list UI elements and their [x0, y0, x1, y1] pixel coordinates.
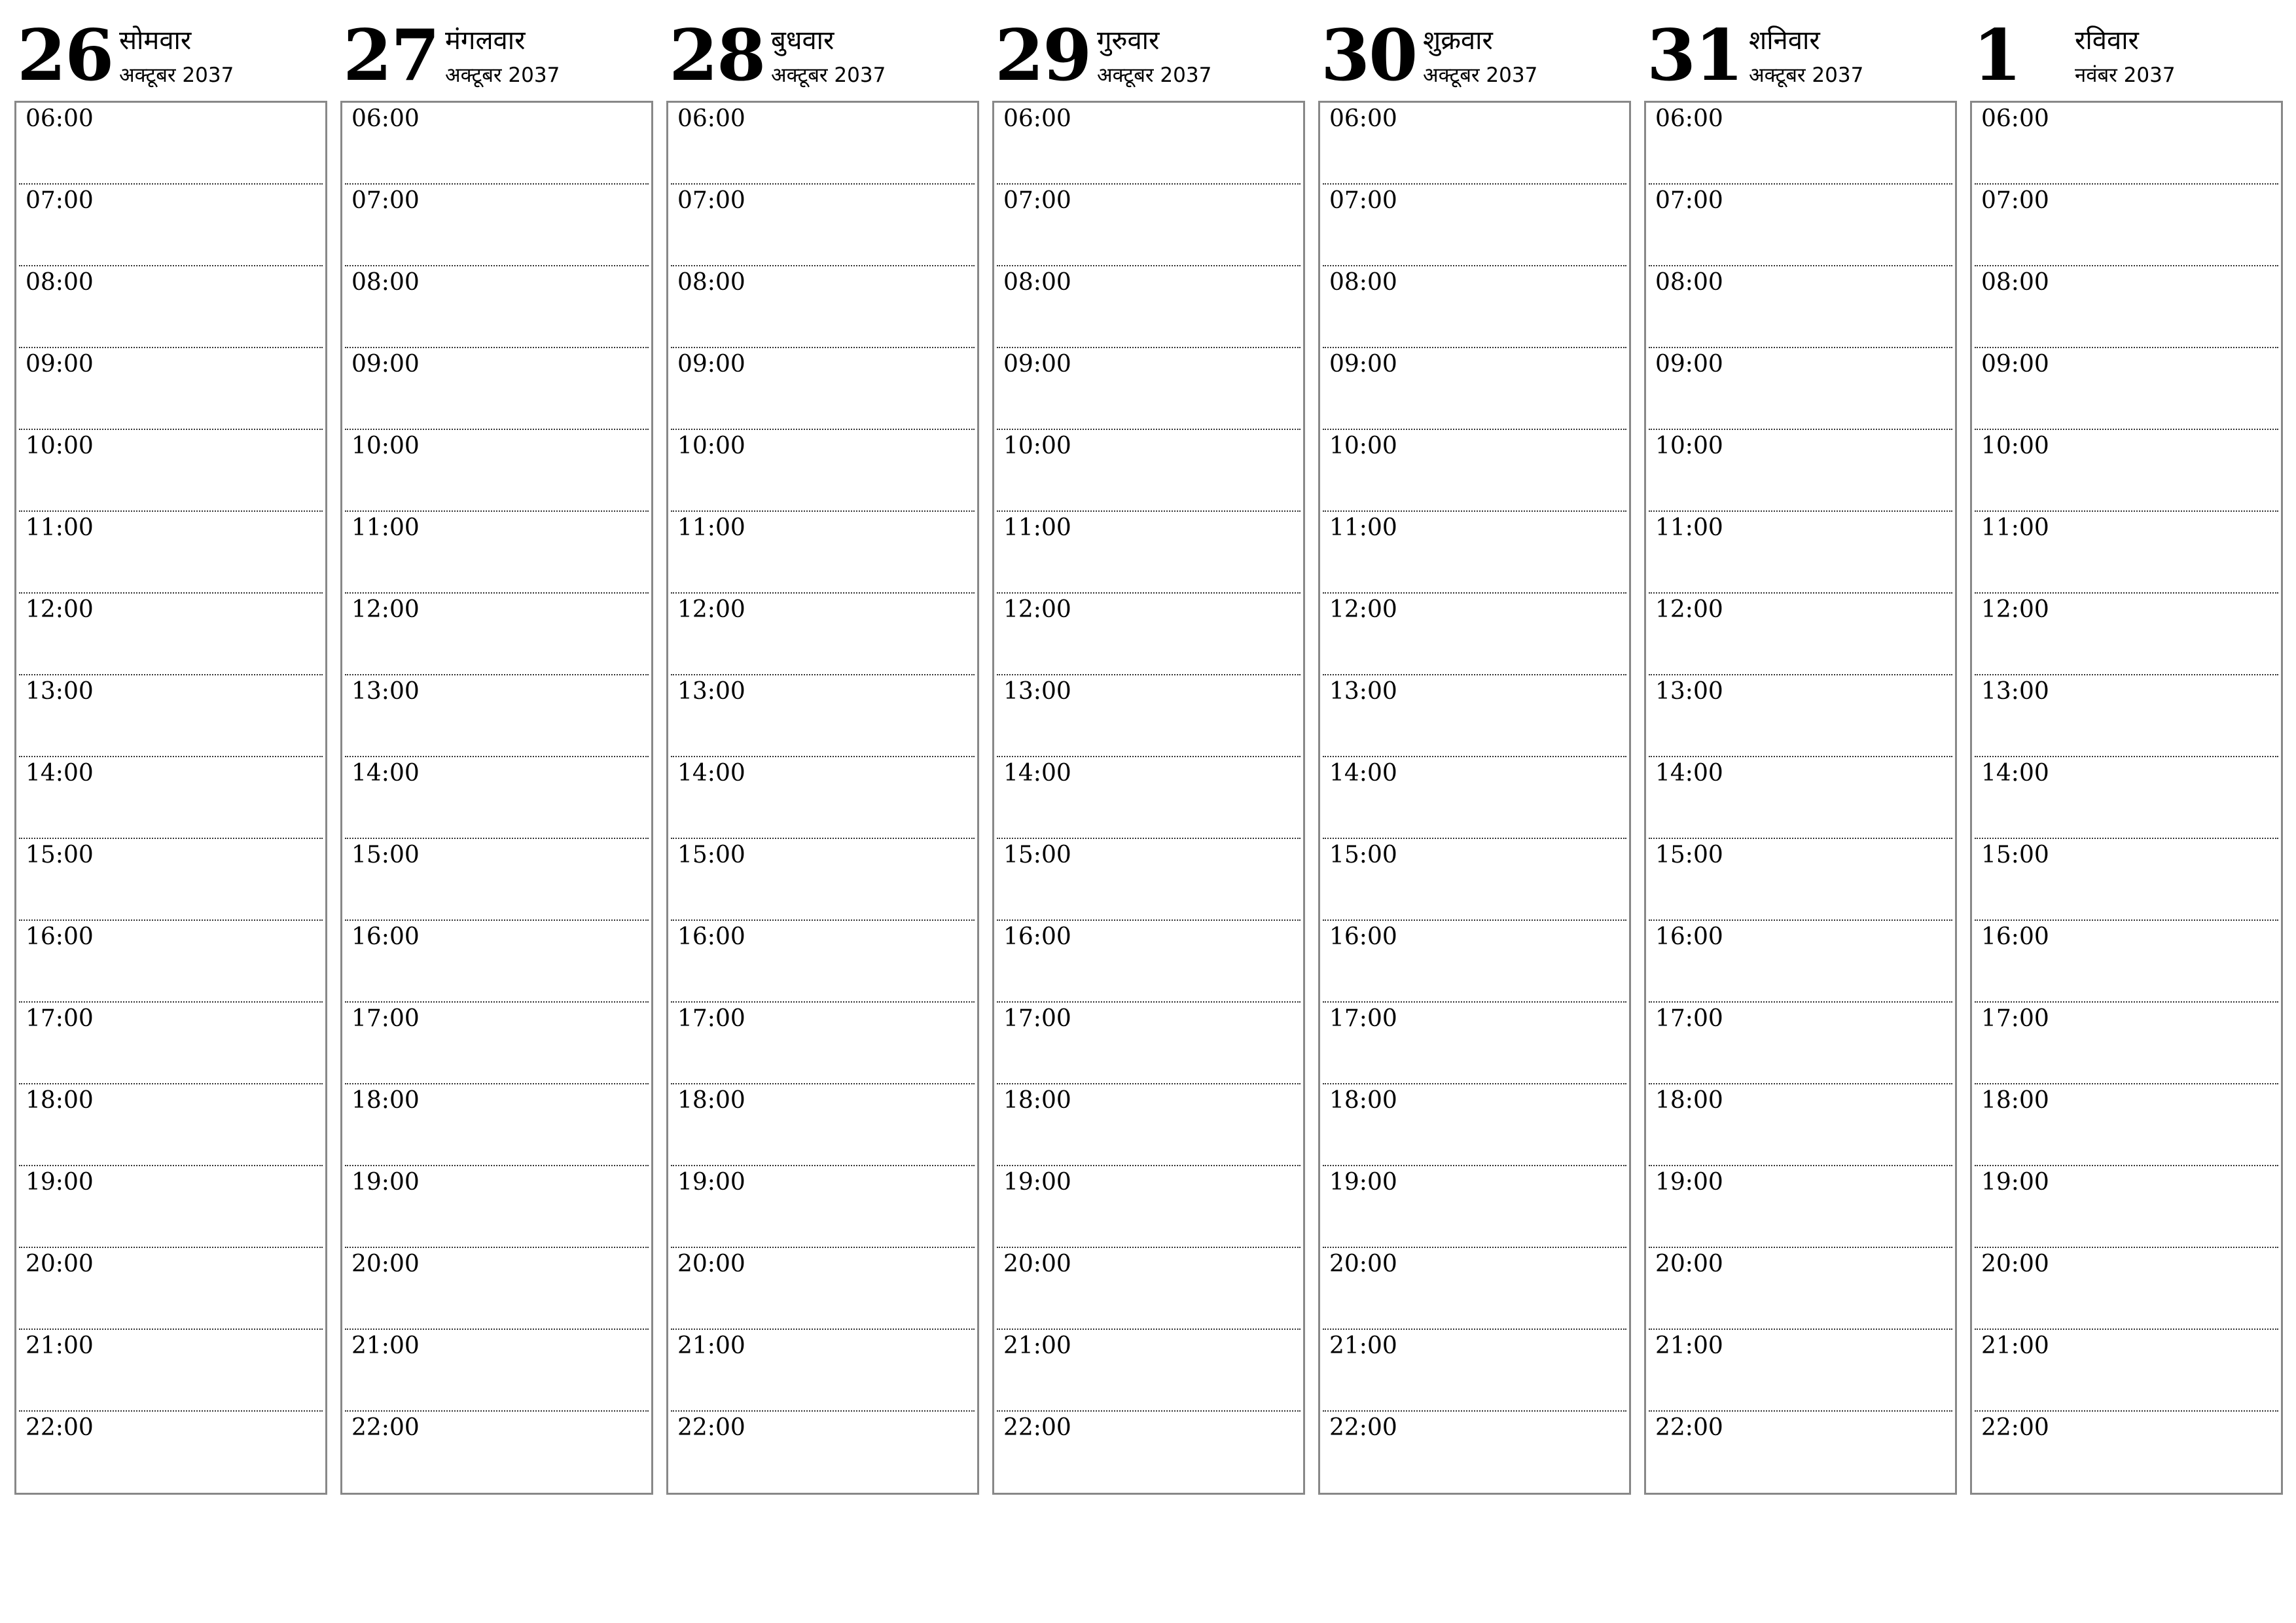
weekday-name: गुरुवार — [1097, 26, 1160, 56]
time-slot[interactable] — [1649, 266, 1952, 348]
time-slot-label: 14:00 — [1981, 760, 2049, 787]
time-slot[interactable] — [1975, 103, 2278, 185]
time-slot[interactable] — [997, 1003, 1300, 1084]
time-slot[interactable] — [1323, 675, 1626, 757]
time-slot-label: 18:00 — [1981, 1087, 2049, 1114]
time-slot-label: 16:00 — [1981, 923, 2049, 950]
day-header — [1970, 0, 2283, 101]
time-slot-label: 19:00 — [26, 1169, 94, 1196]
day-column — [1970, 0, 2283, 1499]
time-slot[interactable] — [997, 675, 1300, 757]
time-slot[interactable] — [345, 1248, 649, 1330]
time-slot-label: 19:00 — [1329, 1169, 1397, 1196]
time-slot-label: 13:00 — [1655, 678, 1723, 705]
time-slot[interactable] — [997, 103, 1300, 185]
time-slot-label: 17:00 — [1655, 1005, 1723, 1032]
time-slot[interactable] — [997, 1166, 1300, 1248]
time-slot[interactable] — [1649, 1330, 1952, 1412]
time-slot-label: 17:00 — [1003, 1005, 1071, 1032]
time-slot[interactable] — [1323, 1330, 1626, 1412]
time-slot[interactable] — [1975, 512, 2278, 594]
time-slot[interactable] — [19, 103, 323, 185]
time-slot[interactable] — [1975, 1166, 2278, 1248]
time-slot-label: 18:00 — [351, 1087, 420, 1114]
time-slot[interactable] — [671, 757, 975, 839]
time-slot[interactable] — [1323, 1166, 1626, 1248]
time-slot-label: 08:00 — [26, 269, 94, 296]
time-slot[interactable] — [345, 757, 649, 839]
day-header — [340, 0, 653, 101]
time-slot-label: 14:00 — [1003, 760, 1071, 787]
time-slot-label: 11:00 — [1981, 514, 2049, 541]
time-slot-label: 22:00 — [1655, 1414, 1723, 1441]
time-slot-label: 11:00 — [677, 514, 745, 541]
time-slot[interactable] — [345, 348, 649, 430]
time-slot-label: 09:00 — [1329, 351, 1397, 378]
time-slot-label: 12:00 — [1655, 596, 1723, 623]
time-slot[interactable] — [19, 757, 323, 839]
time-slot-label: 22:00 — [1329, 1414, 1397, 1441]
time-slot-label: 20:00 — [1329, 1251, 1397, 1277]
day-column — [14, 0, 327, 1499]
time-slot[interactable] — [1649, 675, 1952, 757]
day-number: 1 — [1973, 14, 2021, 97]
time-slot-label: 15:00 — [26, 842, 94, 868]
time-slot-label: 21:00 — [351, 1332, 420, 1359]
time-slot[interactable] — [1323, 266, 1626, 348]
time-slot-label: 14:00 — [351, 760, 420, 787]
time-slot-label: 08:00 — [1329, 269, 1397, 296]
time-slot-label: 09:00 — [1655, 351, 1723, 378]
time-slot-label: 13:00 — [1329, 678, 1397, 705]
time-slot[interactable] — [997, 512, 1300, 594]
time-slot[interactable] — [19, 430, 323, 512]
day-number: 26 — [17, 14, 113, 97]
time-slot[interactable] — [671, 1003, 975, 1084]
time-slot[interactable] — [1649, 839, 1952, 921]
day-schedule-box — [1318, 101, 1631, 1495]
day-column — [666, 0, 979, 1499]
time-slot-label: 21:00 — [1981, 1332, 2049, 1359]
time-slot-label: 15:00 — [351, 842, 420, 868]
day-schedule-box — [14, 101, 327, 1495]
time-slot-label: 07:00 — [1329, 187, 1397, 214]
time-slot[interactable] — [1323, 1248, 1626, 1330]
time-slot-label: 13:00 — [351, 678, 420, 705]
time-slot[interactable] — [1975, 1248, 2278, 1330]
time-slot[interactable] — [1649, 103, 1952, 185]
time-slot-label: 12:00 — [1003, 596, 1071, 623]
time-slot[interactable] — [1323, 594, 1626, 675]
time-slot[interactable] — [1649, 757, 1952, 839]
time-slot[interactable] — [345, 1412, 649, 1493]
time-slot-label: 07:00 — [1003, 187, 1071, 214]
time-slot[interactable] — [19, 1248, 323, 1330]
day-schedule-box — [340, 101, 653, 1495]
month-year: अक्टूबर 2037 — [1097, 63, 1212, 87]
time-slot-label: 20:00 — [1981, 1251, 2049, 1277]
time-slot[interactable] — [19, 675, 323, 757]
time-slot[interactable] — [671, 1248, 975, 1330]
time-slot-label: 08:00 — [1981, 269, 2049, 296]
time-slot[interactable] — [19, 594, 323, 675]
time-slot-label: 06:00 — [1655, 105, 1723, 132]
time-slot[interactable] — [19, 1166, 323, 1248]
time-slot[interactable] — [997, 594, 1300, 675]
time-slot[interactable] — [19, 266, 323, 348]
time-slot[interactable] — [1975, 757, 2278, 839]
time-slot[interactable] — [671, 512, 975, 594]
time-slot[interactable] — [345, 512, 649, 594]
time-slot-label: 07:00 — [26, 187, 94, 214]
time-slot[interactable] — [1323, 1084, 1626, 1166]
time-slot[interactable] — [1649, 594, 1952, 675]
time-slot[interactable] — [1649, 1166, 1952, 1248]
time-slot[interactable] — [671, 1412, 975, 1493]
time-slot[interactable] — [997, 348, 1300, 430]
time-slot-label: 06:00 — [677, 105, 745, 132]
time-slot[interactable] — [1323, 1003, 1626, 1084]
time-slot[interactable] — [997, 430, 1300, 512]
time-slot[interactable] — [997, 185, 1300, 266]
time-slot[interactable] — [19, 1084, 323, 1166]
time-slot-label: 06:00 — [351, 105, 420, 132]
time-slot-label: 10:00 — [351, 433, 420, 459]
time-slot[interactable] — [671, 266, 975, 348]
time-slot-label: 14:00 — [1329, 760, 1397, 787]
time-slot-label: 17:00 — [26, 1005, 94, 1032]
time-slot[interactable] — [997, 1412, 1300, 1493]
time-slot[interactable] — [19, 512, 323, 594]
day-header — [666, 0, 979, 101]
time-slot[interactable] — [671, 348, 975, 430]
time-slot-label: 17:00 — [351, 1005, 420, 1032]
time-slot-label: 15:00 — [1981, 842, 2049, 868]
day-header — [1318, 0, 1631, 101]
time-slot[interactable] — [1975, 1084, 2278, 1166]
time-slot-label: 17:00 — [677, 1005, 745, 1032]
day-column — [992, 0, 1305, 1499]
time-slot[interactable] — [19, 921, 323, 1003]
day-column — [1644, 0, 1957, 1499]
time-slot-label: 12:00 — [351, 596, 420, 623]
weekly-planner — [14, 0, 2283, 1499]
time-slot-label: 18:00 — [1003, 1087, 1071, 1114]
day-number: 31 — [1647, 14, 1743, 97]
time-slot-label: 22:00 — [351, 1414, 420, 1441]
day-schedule-box — [1644, 101, 1957, 1495]
time-slot-label: 08:00 — [677, 269, 745, 296]
month-year: अक्टूबर 2037 — [119, 63, 234, 87]
time-slot[interactable] — [997, 1248, 1300, 1330]
time-slot-label: 13:00 — [677, 678, 745, 705]
time-slot-label: 10:00 — [1329, 433, 1397, 459]
month-year: अक्टूबर 2037 — [445, 63, 560, 87]
time-slot[interactable] — [997, 839, 1300, 921]
time-slot-label: 19:00 — [351, 1169, 420, 1196]
time-slot-label: 21:00 — [1329, 1332, 1397, 1359]
time-slot[interactable] — [345, 430, 649, 512]
time-slot-label: 22:00 — [1981, 1414, 2049, 1441]
time-slot[interactable] — [1649, 1003, 1952, 1084]
time-slot-label: 19:00 — [677, 1169, 745, 1196]
day-number: 27 — [343, 14, 439, 97]
time-slot[interactable] — [671, 921, 975, 1003]
time-slot[interactable] — [671, 1330, 975, 1412]
time-slot[interactable] — [345, 675, 649, 757]
time-slot[interactable] — [1323, 430, 1626, 512]
time-slot-label: 13:00 — [26, 678, 94, 705]
month-year: नवंबर 2037 — [2075, 63, 2176, 87]
time-slot[interactable] — [19, 348, 323, 430]
time-slot[interactable] — [345, 839, 649, 921]
time-slot-label: 13:00 — [1003, 678, 1071, 705]
time-slot-label: 22:00 — [1003, 1414, 1071, 1441]
day-column — [1318, 0, 1631, 1499]
time-slot-label: 10:00 — [1655, 433, 1723, 459]
time-slot[interactable] — [671, 1084, 975, 1166]
time-slot[interactable] — [671, 594, 975, 675]
time-slot-label: 19:00 — [1003, 1169, 1071, 1196]
time-slot-label: 09:00 — [351, 351, 420, 378]
time-slot[interactable] — [1323, 839, 1626, 921]
time-slot[interactable] — [671, 185, 975, 266]
time-slot-label: 08:00 — [1655, 269, 1723, 296]
time-slot-label: 11:00 — [1655, 514, 1723, 541]
time-slot[interactable] — [1975, 839, 2278, 921]
time-slot[interactable] — [1975, 430, 2278, 512]
day-schedule-box — [666, 101, 979, 1495]
time-slot[interactable] — [1649, 348, 1952, 430]
time-slot-label: 14:00 — [1655, 760, 1723, 787]
weekday-name: रविवार — [2075, 26, 2139, 56]
month-year: अक्टूबर 2037 — [1423, 63, 1538, 87]
time-slot[interactable] — [345, 1084, 649, 1166]
time-slot-label: 20:00 — [1655, 1251, 1723, 1277]
day-column — [340, 0, 653, 1499]
time-slot-label: 11:00 — [26, 514, 94, 541]
weekday-name: शनिवार — [1749, 26, 1820, 56]
time-slot[interactable] — [671, 430, 975, 512]
time-slot-label: 20:00 — [677, 1251, 745, 1277]
time-slot-label: 22:00 — [677, 1414, 745, 1441]
day-header — [992, 0, 1305, 101]
time-slot[interactable] — [1975, 594, 2278, 675]
time-slot[interactable] — [1975, 1003, 2278, 1084]
time-slot[interactable] — [1649, 1084, 1952, 1166]
time-slot[interactable] — [671, 1166, 975, 1248]
time-slot-label: 17:00 — [1981, 1005, 2049, 1032]
time-slot-label: 12:00 — [26, 596, 94, 623]
time-slot[interactable] — [1649, 512, 1952, 594]
time-slot-label: 16:00 — [677, 923, 745, 950]
time-slot[interactable] — [345, 185, 649, 266]
time-slot[interactable] — [997, 921, 1300, 1003]
time-slot-label: 10:00 — [26, 433, 94, 459]
time-slot[interactable] — [1975, 266, 2278, 348]
time-slot[interactable] — [671, 675, 975, 757]
time-slot[interactable] — [1975, 1330, 2278, 1412]
time-slot-label: 07:00 — [677, 187, 745, 214]
time-slot-label: 21:00 — [1003, 1332, 1071, 1359]
time-slot[interactable] — [1649, 1412, 1952, 1493]
month-year: अक्टूबर 2037 — [1749, 63, 1864, 87]
time-slot[interactable] — [1323, 348, 1626, 430]
time-slot-label: 19:00 — [1655, 1169, 1723, 1196]
time-slot[interactable] — [19, 1412, 323, 1493]
time-slot[interactable] — [1975, 348, 2278, 430]
time-slot[interactable] — [19, 1003, 323, 1084]
time-slot[interactable] — [345, 266, 649, 348]
time-slot-label: 11:00 — [351, 514, 420, 541]
time-slot-label: 09:00 — [1981, 351, 2049, 378]
time-slot-label: 22:00 — [26, 1414, 94, 1441]
time-slot-label: 09:00 — [26, 351, 94, 378]
weekday-name: मंगलवार — [445, 26, 526, 56]
time-slot-label: 16:00 — [1655, 923, 1723, 950]
time-slot[interactable] — [19, 185, 323, 266]
time-slot[interactable] — [1975, 1412, 2278, 1493]
time-slot-label: 15:00 — [1655, 842, 1723, 868]
day-schedule-box — [1970, 101, 2283, 1495]
time-slot-label: 11:00 — [1329, 514, 1397, 541]
time-slot-label: 16:00 — [351, 923, 420, 950]
time-slot[interactable] — [345, 921, 649, 1003]
time-slot-label: 18:00 — [1655, 1087, 1723, 1114]
time-slot[interactable] — [345, 1003, 649, 1084]
time-slot[interactable] — [1323, 757, 1626, 839]
time-slot-label: 16:00 — [1329, 923, 1397, 950]
time-slot-label: 21:00 — [677, 1332, 745, 1359]
time-slot-label: 09:00 — [1003, 351, 1071, 378]
time-slot-label: 07:00 — [1981, 187, 2049, 214]
time-slot-label: 11:00 — [1003, 514, 1071, 541]
time-slot[interactable] — [1649, 1248, 1952, 1330]
time-slot-label: 14:00 — [677, 760, 745, 787]
time-slot-label: 21:00 — [1655, 1332, 1723, 1359]
time-slot-label: 16:00 — [1003, 923, 1071, 950]
day-number: 30 — [1321, 14, 1417, 97]
time-slot-label: 07:00 — [351, 187, 420, 214]
weekday-name: सोमवार — [119, 26, 192, 56]
time-slot[interactable] — [345, 594, 649, 675]
time-slot-label: 12:00 — [677, 596, 745, 623]
time-slot-label: 08:00 — [351, 269, 420, 296]
time-slot[interactable] — [1649, 430, 1952, 512]
time-slot-label: 20:00 — [1003, 1251, 1071, 1277]
time-slot-label: 18:00 — [1329, 1087, 1397, 1114]
time-slot[interactable] — [1323, 512, 1626, 594]
time-slot[interactable] — [671, 839, 975, 921]
time-slot-label: 21:00 — [26, 1332, 94, 1359]
time-slot-label: 10:00 — [677, 433, 745, 459]
time-slot-label: 20:00 — [351, 1251, 420, 1277]
time-slot-label: 15:00 — [677, 842, 745, 868]
time-slot-label: 15:00 — [1003, 842, 1071, 868]
time-slot-label: 07:00 — [1655, 187, 1723, 214]
time-slot-label: 16:00 — [26, 923, 94, 950]
time-slot-label: 08:00 — [1003, 269, 1071, 296]
time-slot-label: 06:00 — [1003, 105, 1071, 132]
time-slot[interactable] — [19, 1330, 323, 1412]
time-slot[interactable] — [1649, 921, 1952, 1003]
time-slot[interactable] — [997, 1084, 1300, 1166]
time-slot-label: 19:00 — [1981, 1169, 2049, 1196]
day-header — [1644, 0, 1957, 101]
day-schedule-box — [992, 101, 1305, 1495]
time-slot[interactable] — [345, 1166, 649, 1248]
time-slot-label: 06:00 — [26, 105, 94, 132]
time-slot-label: 14:00 — [26, 760, 94, 787]
time-slot-label: 18:00 — [26, 1087, 94, 1114]
time-slot[interactable] — [345, 103, 649, 185]
time-slot-label: 17:00 — [1329, 1005, 1397, 1032]
time-slot-label: 12:00 — [1329, 596, 1397, 623]
month-year: अक्टूबर 2037 — [771, 63, 886, 87]
weekday-name: शुक्रवार — [1423, 26, 1493, 56]
time-slot[interactable] — [997, 757, 1300, 839]
time-slot-label: 12:00 — [1981, 596, 2049, 623]
time-slot[interactable] — [1323, 103, 1626, 185]
time-slot[interactable] — [1323, 921, 1626, 1003]
time-slot[interactable] — [345, 1330, 649, 1412]
time-slot-label: 06:00 — [1981, 105, 2049, 132]
day-header — [14, 0, 327, 101]
time-slot[interactable] — [19, 839, 323, 921]
time-slot[interactable] — [1975, 185, 2278, 266]
time-slot-label: 06:00 — [1329, 105, 1397, 132]
time-slot-label: 18:00 — [677, 1087, 745, 1114]
time-slot-label: 09:00 — [677, 351, 745, 378]
time-slot[interactable] — [997, 1330, 1300, 1412]
time-slot-label: 10:00 — [1003, 433, 1071, 459]
time-slot-label: 10:00 — [1981, 433, 2049, 459]
day-number: 29 — [995, 14, 1091, 97]
time-slot-label: 13:00 — [1981, 678, 2049, 705]
time-slot[interactable] — [1649, 185, 1952, 266]
time-slot[interactable] — [671, 103, 975, 185]
weekday-name: बुधवार — [771, 26, 834, 56]
time-slot[interactable] — [1975, 921, 2278, 1003]
time-slot[interactable] — [1975, 675, 2278, 757]
time-slot-label: 15:00 — [1329, 842, 1397, 868]
time-slot[interactable] — [1323, 1412, 1626, 1493]
time-slot[interactable] — [1323, 185, 1626, 266]
time-slot[interactable] — [997, 266, 1300, 348]
day-number: 28 — [669, 14, 765, 97]
time-slot-label: 20:00 — [26, 1251, 94, 1277]
